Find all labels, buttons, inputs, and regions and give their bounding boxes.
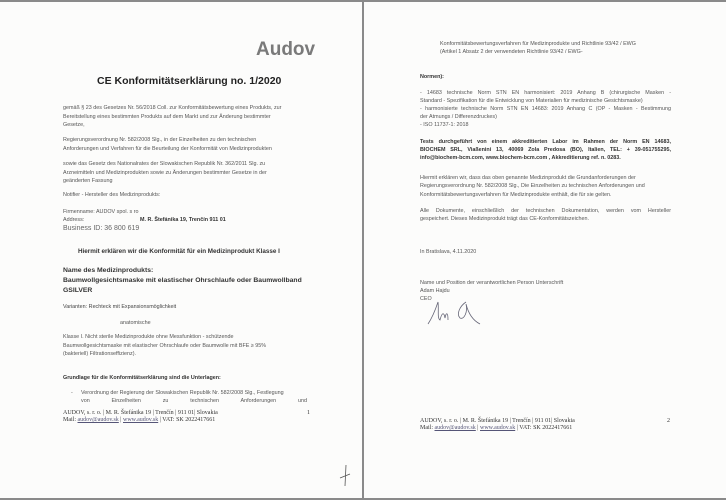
place-date: In Bratislava, 4.11.2020 <box>420 249 477 255</box>
product-name: Baumwollgesichtsmaske mit elastischer Ohrschlaufe oder Baumwollband <box>63 277 302 284</box>
intro-line: (Artikel 1 Absatz 2 der verwendeten Richtlinie 93/42 / EWG- <box>440 49 583 55</box>
footer-web-link[interactable]: www.audov.sk <box>123 417 159 423</box>
class-line: Klasse I. Nicht sterile Medizinprodukte ohne Messfunktion - schützende <box>63 334 234 340</box>
tests-line: Tests durchgeführt von einem akkreditierten Labor im Rahmen der Norm EN 14683, <box>420 139 671 145</box>
documents-line: gespeichert. Dieses Medizinprodukt trägt das CE-Konformitätszeichen. <box>420 216 589 222</box>
documents-line: Alle Dokumente, einschließlich der technischen Dokumentation, werden vom Hersteller <box>420 208 671 214</box>
norm-line: Standard - Spezifikation für die Entwicklung von Materialien für medizinische Gesichtsmaske) <box>420 98 643 104</box>
class-line: (bakteriell) Filtrationseffizienz). <box>63 351 136 357</box>
paragraph-line: Arzneimitteln und Medizinprodukten sowie zu Änderungen bestimmter Gesetze in der <box>63 170 267 176</box>
document-title: CE Konformitätserklärung no. 1/2020 <box>97 75 282 87</box>
intro-line: Konformitätsbewertungsverfahren für Medizinprodukte und Richtlinie 93/42 / EWG <box>440 41 636 47</box>
norm-line: - 14683 technische Norm STN EN harmonisiert: 2019 Anhang B (chirurgische Masken - <box>420 90 671 96</box>
notifier-label: Notifier - Hersteller des Medizinprodukts: <box>63 192 161 198</box>
norm-line: - ISO 11737-1: 2018 <box>420 122 469 128</box>
footer-address: AUDOV, s. r. o. | M. R. Štefánika 19 | Trenčín | 911 01| Slovakia <box>63 410 218 416</box>
footer-web-link[interactable]: www.audov.sk <box>480 425 516 431</box>
footer-vat: | VAT: SK 2022417661 <box>159 417 216 423</box>
basis-heading: Grundlage für die Konformitätserklärung sind die Unterlagen: <box>63 375 221 381</box>
footer-vat: | VAT: SK 2022417661 <box>516 425 573 431</box>
paragraph-line: geänderten Fassung <box>63 178 113 184</box>
product-brand: GSILVER <box>63 287 93 294</box>
firm-name: Firmenname: AUDOV spol. s ro <box>63 209 139 215</box>
address-value: M. R. Štefánika 19, Trenčín 911 01 <box>140 217 226 223</box>
business-id: Business ID: 36 800 619 <box>63 225 140 232</box>
declaration-line: Regierungsverordnung Nr. 582/2008 Slg., Die Einzelheiten zu technischen Anforderungen und <box>420 183 645 189</box>
paragraph-line: gemäß § 23 des Gesetzes Nr. 56/2018 Coll. zur Konformitätsbewertung eines Produkts, zur <box>63 105 282 111</box>
document-page-2 <box>364 2 726 498</box>
declaration-line: Konformitätsbewertungsverfahren für Medizinprodukte enthält, die für sie gelten. <box>420 192 612 198</box>
paragraph-line: Gesetze, <box>63 122 85 128</box>
tests-line: info@biochem-bcm.com, www.biochem-bcm.com , Akkreditierung ref. n. 0283. <box>420 155 621 161</box>
page-number: 1 <box>307 410 310 416</box>
basis-item-line: von Einzelheiten zu technischen Anforderungen und <box>81 398 307 404</box>
footer-contact: Mail: audov@audov.sk | www.audov.sk | VAT: SK 2022417661 <box>63 417 216 423</box>
paragraph-line: sowie das Gesetz des Nationalrates der Slowakischen Republik Nr. 362/2011 Slg. zu <box>63 161 266 167</box>
variant-anatomic: anatomische <box>120 320 151 326</box>
page-number: 2 <box>667 418 670 424</box>
product-heading: Name des Medizinprodukts: <box>63 267 154 274</box>
footer-address: AUDOV, s. r. o. | M. R. Štefánika 19 | Trenčín | 911 01| Slovakia <box>420 418 575 424</box>
signer-label: Name und Position der verantwortlichen Person Unterschrift <box>420 280 564 286</box>
signature-icon <box>426 298 486 328</box>
tests-line: BIOCHEM SRL, Viaßenini 13, 40069 Zola Predosa (BO), Italien, TEL: + 39-051755295, <box>420 147 671 153</box>
bullet: - <box>71 390 73 396</box>
footer-mail-label: Mail: <box>63 417 76 423</box>
address-label: Address: <box>63 217 85 223</box>
norm-line: - harmonisierte technische Norm STN EN 14683: 2019 Anhang C (OP - Masken - Bestimmung <box>420 106 671 112</box>
footer-mail-label: Mail: <box>420 425 433 431</box>
declaration-heading: Hiermit erklären wir die Konformität für ein Medizinprodukt Klasse I <box>78 248 280 255</box>
declaration-line: Hiermit erklären wir, dass das oben genannte Medizinprodukt die Grundanforderungen der <box>420 175 636 181</box>
norm-line: der Atmungs / Differenzdruckes) <box>420 114 497 120</box>
paragraph-line: Regierungsverordnung Nr. 582/2008 Slg., in der Einzelheiten zu den technischen <box>63 137 257 143</box>
paragraph-line: Anforderungen und Verfahren für die Beurteilung der Konformität von Medizinprodukten <box>63 146 272 152</box>
document-page-1 <box>0 2 362 498</box>
paragraph-line: Bereitstellung eines bestimmten Produkts auf dem Markt und zur Änderung bestimmter <box>63 114 271 120</box>
company-logo: Audov <box>256 39 316 60</box>
initial-mark-icon <box>338 464 352 488</box>
class-line: Baumwollgesichtsmaske mit elastischer Ohrschlaufe oder Baumwolle mit BFE ≥ 95% <box>63 343 267 349</box>
footer-email-link[interactable]: audov@audov.sk <box>434 425 476 431</box>
variants: Varianten: Rechteck mit Expansionsmöglichkeit <box>63 304 177 310</box>
footer-email-link[interactable]: audov@audov.sk <box>77 417 119 423</box>
basis-item-line: Verordnung der Regierung der Slowakischen Republik Nr. 582/2008 Slg., Festlegung <box>81 390 284 396</box>
footer-contact: Mail: audov@audov.sk | www.audov.sk | VAT: SK 2022417661 <box>420 425 573 431</box>
norms-heading: Normen): <box>420 74 444 80</box>
signer-name: Adam Hajdu <box>420 288 450 294</box>
signer-role: CEO <box>420 296 432 302</box>
